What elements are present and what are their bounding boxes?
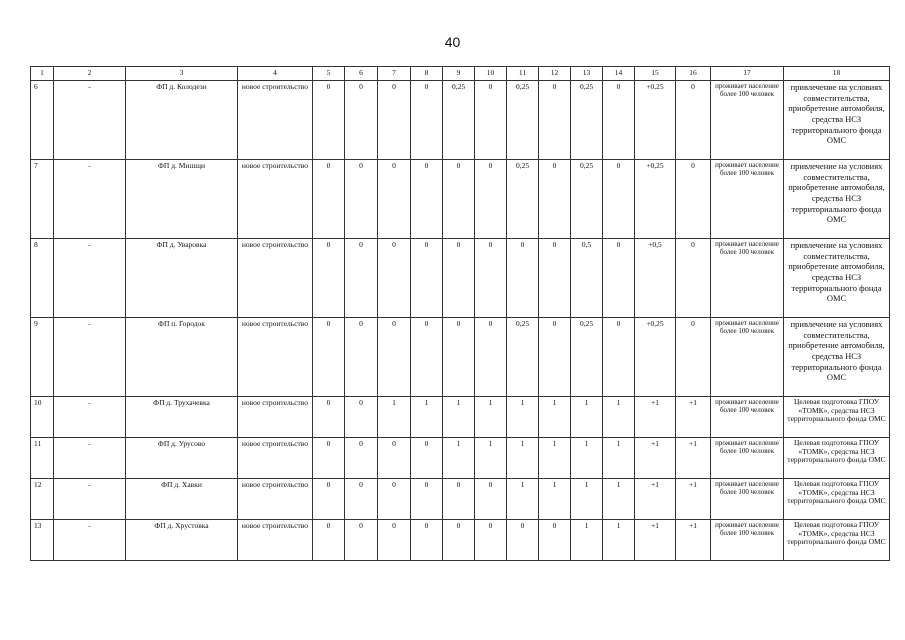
column-header: 13 — [571, 67, 603, 81]
value-11-cell: 0 — [507, 520, 539, 561]
table-row — [31, 479, 890, 520]
construction-type-cell: новое строительство — [238, 438, 313, 479]
staffing-measure-cell: Целевая подготовка ГПОУ «ТОМК», средства НСЗ территориального фонда ОМС — [784, 479, 890, 520]
value-6-cell: 0 — [345, 239, 378, 318]
column-header: 6 — [345, 67, 378, 81]
population-note-cell: проживает население более 100 человек — [711, 318, 784, 397]
code-cell: - — [54, 160, 126, 239]
population-note-cell: проживает население более 100 человек — [711, 438, 784, 479]
value-7-cell: 0 — [378, 479, 411, 520]
value-7-cell: 1 — [378, 397, 411, 438]
table-row — [31, 318, 890, 397]
value-6-cell: 0 — [345, 438, 378, 479]
value-16-cell: 0 — [676, 81, 711, 160]
value-14-cell: 0 — [603, 239, 635, 318]
value-14-cell: 1 — [603, 438, 635, 479]
value-5-cell: 0 — [313, 81, 345, 160]
row-number-cell: 13 — [31, 520, 54, 561]
value-11-cell: 0,25 — [507, 81, 539, 160]
table-row — [31, 160, 890, 239]
value-7-cell: 0 — [378, 520, 411, 561]
value-5-cell: 0 — [313, 520, 345, 561]
value-9-cell: 1 — [443, 397, 475, 438]
table-row — [31, 81, 890, 160]
population-note-cell: проживает население более 100 человек — [711, 397, 784, 438]
value-16-cell: 0 — [676, 160, 711, 239]
code-cell: - — [54, 479, 126, 520]
value-14-cell: 0 — [603, 81, 635, 160]
value-13-cell: 0,25 — [571, 318, 603, 397]
table-row — [31, 520, 890, 561]
value-6-cell: 0 — [345, 318, 378, 397]
value-8-cell: 0 — [411, 479, 443, 520]
column-header: 16 — [676, 67, 711, 81]
value-7-cell: 0 — [378, 318, 411, 397]
value-7-cell: 0 — [378, 160, 411, 239]
facility-name-cell: ФП д. Хавки — [126, 479, 238, 520]
staffing-measure-cell: Целевая подготовка ГПОУ «ТОМК», средства НСЗ территориального фонда ОМС — [784, 397, 890, 438]
value-9-cell: 0 — [443, 520, 475, 561]
staffing-measure-cell: привлечение на условиях совместительства, приобретение автомобиля, средства НСЗ территориального фонда ОМС — [784, 160, 890, 239]
value-13-cell: 0,25 — [571, 81, 603, 160]
value-6-cell: 0 — [345, 479, 378, 520]
construction-type-cell: новое строительство — [238, 479, 313, 520]
value-16-cell: 0 — [676, 318, 711, 397]
column-header: 10 — [475, 67, 507, 81]
value-12-cell: 1 — [539, 479, 571, 520]
table-row — [31, 397, 890, 438]
column-header: 14 — [603, 67, 635, 81]
value-10-cell: 1 — [475, 438, 507, 479]
value-6-cell: 0 — [345, 520, 378, 561]
value-5-cell: 0 — [313, 318, 345, 397]
value-13-cell: 1 — [571, 438, 603, 479]
facility-name-cell: ФП п. Городок — [126, 318, 238, 397]
population-note-cell: проживает население более 100 человек — [711, 160, 784, 239]
staffing-measure-cell: Целевая подготовка ГПОУ «ТОМК», средства НСЗ территориального фонда ОМС — [784, 520, 890, 561]
value-8-cell: 0 — [411, 318, 443, 397]
code-cell: - — [54, 239, 126, 318]
staffing-measure-cell: привлечение на условиях совместительства, приобретение автомобиля, средства НСЗ территориального фонда ОМС — [784, 318, 890, 397]
value-15-cell: +1 — [635, 438, 676, 479]
value-6-cell: 0 — [345, 81, 378, 160]
construction-type-cell: новое строительство — [238, 160, 313, 239]
facility-name-cell: ФП д. Колодези — [126, 81, 238, 160]
value-15-cell: +0,25 — [635, 81, 676, 160]
row-number-cell: 12 — [31, 479, 54, 520]
value-16-cell: +1 — [676, 438, 711, 479]
value-16-cell: +1 — [676, 520, 711, 561]
value-11-cell: 1 — [507, 397, 539, 438]
code-cell: - — [54, 397, 126, 438]
row-number-cell: 6 — [31, 81, 54, 160]
column-header: 9 — [443, 67, 475, 81]
value-9-cell: 0 — [443, 479, 475, 520]
value-7-cell: 0 — [378, 81, 411, 160]
value-8-cell: 0 — [411, 520, 443, 561]
value-12-cell: 0 — [539, 160, 571, 239]
column-header: 11 — [507, 67, 539, 81]
construction-type-cell: новое строительство — [238, 81, 313, 160]
construction-type-cell: новое строительство — [238, 318, 313, 397]
value-10-cell: 0 — [475, 239, 507, 318]
facility-name-cell: ФП д. Урусово — [126, 438, 238, 479]
population-note-cell: проживает население более 100 человек — [711, 81, 784, 160]
value-6-cell: 0 — [345, 160, 378, 239]
value-14-cell: 1 — [603, 479, 635, 520]
staffing-measure-cell: привлечение на условиях совместительства, приобретение автомобиля, средства НСЗ территориального фонда ОМС — [784, 81, 890, 160]
value-9-cell: 0,25 — [443, 81, 475, 160]
value-12-cell: 0 — [539, 318, 571, 397]
header-row — [31, 67, 890, 81]
column-header: 3 — [126, 67, 238, 81]
value-6-cell: 0 — [345, 397, 378, 438]
column-header: 15 — [635, 67, 676, 81]
value-11-cell: 1 — [507, 479, 539, 520]
value-5-cell: 0 — [313, 438, 345, 479]
value-15-cell: +0,5 — [635, 239, 676, 318]
value-10-cell: 0 — [475, 81, 507, 160]
column-header: 1 — [31, 67, 54, 81]
value-5-cell: 0 — [313, 397, 345, 438]
facility-name-cell: ФП д. Уваровка — [126, 239, 238, 318]
column-header: 18 — [784, 67, 890, 81]
value-12-cell: 0 — [539, 81, 571, 160]
value-5-cell: 0 — [313, 239, 345, 318]
value-15-cell: +1 — [635, 479, 676, 520]
column-header: 17 — [711, 67, 784, 81]
value-11-cell: 0,25 — [507, 160, 539, 239]
code-cell: - — [54, 438, 126, 479]
value-14-cell: 0 — [603, 318, 635, 397]
code-cell: - — [54, 318, 126, 397]
staffing-measure-cell: Целевая подготовка ГПОУ «ТОМК», средства НСЗ территориального фонда ОМС — [784, 438, 890, 479]
column-header: 5 — [313, 67, 345, 81]
value-12-cell: 1 — [539, 397, 571, 438]
value-5-cell: 0 — [313, 479, 345, 520]
value-9-cell: 0 — [443, 318, 475, 397]
value-12-cell: 0 — [539, 520, 571, 561]
population-note-cell: проживает население более 100 человек — [711, 479, 784, 520]
table-row — [31, 438, 890, 479]
value-8-cell: 0 — [411, 438, 443, 479]
value-9-cell: 0 — [443, 160, 475, 239]
value-10-cell: 1 — [475, 397, 507, 438]
value-15-cell: +0,25 — [635, 318, 676, 397]
value-8-cell: 1 — [411, 397, 443, 438]
value-12-cell: 1 — [539, 438, 571, 479]
row-number-cell: 10 — [31, 397, 54, 438]
value-13-cell: 0,5 — [571, 239, 603, 318]
value-13-cell: 1 — [571, 479, 603, 520]
value-13-cell: 1 — [571, 520, 603, 561]
facility-name-cell: ФП д. Мишщи — [126, 160, 238, 239]
value-14-cell: 0 — [603, 160, 635, 239]
population-note-cell: проживает население более 100 человек — [711, 239, 784, 318]
value-9-cell: 0 — [443, 239, 475, 318]
value-14-cell: 1 — [603, 397, 635, 438]
value-11-cell: 0,25 — [507, 318, 539, 397]
value-9-cell: 1 — [443, 438, 475, 479]
value-11-cell: 0 — [507, 239, 539, 318]
table-row — [31, 239, 890, 318]
value-16-cell: +1 — [676, 397, 711, 438]
value-16-cell: +1 — [676, 479, 711, 520]
construction-type-cell: новое строительство — [238, 397, 313, 438]
staffing-measure-cell: привлечение на условиях совместительства, приобретение автомобиля, средства НСЗ территориального фонда ОМС — [784, 239, 890, 318]
value-12-cell: 0 — [539, 239, 571, 318]
column-header: 8 — [411, 67, 443, 81]
value-5-cell: 0 — [313, 160, 345, 239]
value-8-cell: 0 — [411, 160, 443, 239]
row-number-cell: 11 — [31, 438, 54, 479]
row-number-cell: 8 — [31, 239, 54, 318]
value-7-cell: 0 — [378, 239, 411, 318]
construction-type-cell: новое строительство — [238, 239, 313, 318]
row-number-cell: 7 — [31, 160, 54, 239]
value-8-cell: 0 — [411, 81, 443, 160]
value-10-cell: 0 — [475, 318, 507, 397]
value-10-cell: 0 — [475, 520, 507, 561]
value-13-cell: 0,25 — [571, 160, 603, 239]
population-note-cell: проживает население более 100 человек — [711, 520, 784, 561]
code-cell: - — [54, 81, 126, 160]
value-15-cell: +1 — [635, 397, 676, 438]
code-cell: - — [54, 520, 126, 561]
construction-type-cell: новое строительство — [238, 520, 313, 561]
facility-name-cell: ФП д. Хрустовка — [126, 520, 238, 561]
value-14-cell: 1 — [603, 520, 635, 561]
value-10-cell: 0 — [475, 160, 507, 239]
column-header: 4 — [238, 67, 313, 81]
value-13-cell: 1 — [571, 397, 603, 438]
row-number-cell: 9 — [31, 318, 54, 397]
column-header: 7 — [378, 67, 411, 81]
value-11-cell: 1 — [507, 438, 539, 479]
page-number: 40 — [444, 34, 461, 50]
column-header: 2 — [54, 67, 126, 81]
data-table — [30, 66, 890, 561]
column-header: 12 — [539, 67, 571, 81]
value-8-cell: 0 — [411, 239, 443, 318]
value-15-cell: +1 — [635, 520, 676, 561]
value-7-cell: 0 — [378, 438, 411, 479]
value-10-cell: 0 — [475, 479, 507, 520]
facility-name-cell: ФП д. Трухачевка — [126, 397, 238, 438]
value-15-cell: +0,25 — [635, 160, 676, 239]
value-16-cell: 0 — [676, 239, 711, 318]
